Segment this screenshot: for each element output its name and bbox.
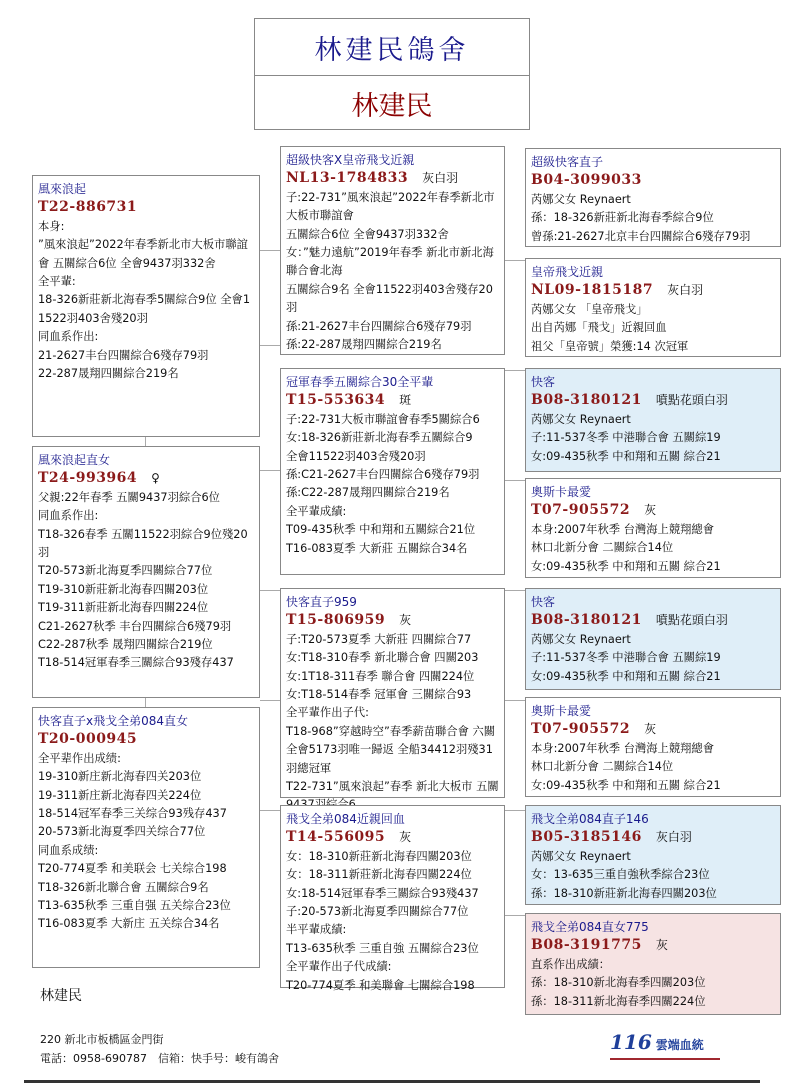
record-line: 22-287晟翔四關綜合219名: [38, 367, 179, 381]
record-line: 女:09-435秋季 中和翔和五關 綜合21: [531, 449, 721, 463]
record-line: 林口北新分會 二關綜合14位: [531, 541, 674, 555]
ring-number: B08-3180121: [531, 392, 642, 409]
pigeon-name: 超級快客X皇帝飛戈近親: [286, 153, 415, 167]
ring-number: T20-000945: [38, 731, 138, 748]
pedigree-card-right-6: [525, 697, 781, 797]
record-line: 女:09-435秋季 中和翔和五關 綜合21: [531, 559, 721, 573]
connector-line: [505, 810, 525, 811]
footer-address-block: [40, 1030, 279, 1068]
record-line: 孫:C21-2627丰台四關綜合6殘存79羽: [286, 468, 480, 482]
record-line: 孫:22-287晟翔四關綜合219名: [286, 338, 442, 352]
pigeon-name: 風來浪起直女: [38, 453, 111, 467]
record-line: 子:11-537冬季 中港聯合會 五關綜19: [531, 651, 721, 665]
record-line: 全平輩作出子代:: [286, 706, 369, 720]
pigeon-name: 飛戈全弟084近親回血: [286, 812, 405, 826]
record-line: 全平辈作出成绩:: [38, 751, 121, 765]
pedigree-card-middle-1: [280, 146, 505, 355]
record-line: T13-635秋季 三重自强 五关综合23位: [38, 899, 231, 913]
record-line: T18-968”穿越時空”春季薪苗聯合會 六關全會5173羽唯一歸返 全船34412羽殘31羽總冠軍: [286, 724, 496, 775]
ring-number: T15-806959: [286, 612, 386, 629]
record-line: 子:20-573新北海夏季四關綜合77位: [286, 905, 469, 919]
record-line: 孫：18-311新北海春季四關224位: [531, 994, 706, 1008]
connector-line: [260, 810, 280, 811]
record-line: 女：18-310新莊新北海春四關203位: [286, 849, 472, 863]
ring-number: B04-3099033: [531, 172, 642, 189]
connector-line: [505, 700, 525, 701]
pedigree-card-right-2: [525, 258, 781, 357]
ring-number: NL13-1784833: [286, 170, 409, 187]
ring-number: T15-553634: [286, 392, 386, 409]
record-line: 女：18-311新莊新北海春四關224位: [286, 868, 472, 882]
record-line: T16-083夏季 大新庄 五关综合34名: [38, 917, 220, 931]
connector-line: [260, 590, 280, 591]
record-line: 21-2627丰台四關綜合6殘存79羽: [38, 348, 209, 362]
feather-color: 噴點花頭白羽: [655, 393, 728, 408]
pedigree-card-middle-2: [280, 368, 505, 575]
feather-color: 灰白羽: [667, 283, 704, 298]
record-line: 出自芮娜「飛戈」近親回血: [531, 321, 667, 335]
footer-owner: 林建民: [40, 988, 82, 1004]
ring-number: NL09-1815187: [531, 282, 654, 299]
connector-line: [505, 480, 525, 481]
pedigree-card-right-7: [525, 805, 781, 905]
record-line: 女:09-435秋季 中和翔和五關 綜合21: [531, 669, 721, 683]
record-line: 孫:C22-287晟翔四關綜合219名: [286, 486, 450, 500]
connector-line: [505, 370, 525, 371]
record-line: 半平輩成績:: [286, 923, 347, 937]
footer-address: 220 新北市板橋區金門街: [40, 1033, 164, 1046]
record-line: T09-435秋季 中和翔和五關綜合21位: [286, 523, 476, 537]
brand-logo: [610, 1030, 720, 1060]
connector-line: [260, 345, 280, 346]
record-line: 全平輩成績:: [286, 504, 347, 518]
ring-number: B08-3180121: [531, 612, 642, 629]
record-line: 女:18-514冠軍春季三關綜合93殘437: [286, 886, 479, 900]
record-line: 全平輩作出子代成績:: [286, 960, 392, 974]
record-line: 同血系成绩:: [38, 843, 99, 857]
bottom-divider: [24, 1080, 760, 1083]
record-line: C22-287秋季 晟翔四關綜合219位: [38, 638, 213, 652]
pedigree-card-right-3: [525, 368, 781, 472]
record-line: 女：13-635三重自強秋季綜合23位: [531, 868, 710, 882]
pedigree-card-right-8: [525, 913, 781, 1015]
logo-text: 雲端血統: [655, 1038, 704, 1052]
record-line: 曾孫:21-2627北京丰台四關綜合6殘存79羽: [531, 229, 751, 243]
record-line: T13-635秋季 三重自強 五關綜合23位: [286, 941, 479, 955]
record-line: 孫:21-2627丰台四關綜合6殘存79羽: [286, 319, 472, 333]
record-line: 祖父「皇帝號」榮獲:14 次冠軍: [531, 339, 689, 353]
record-line: 18-514冠军春季三关综合93残存437: [38, 807, 227, 821]
record-line: 孫：18-310新莊新北海春四關203位: [531, 886, 717, 900]
record-line: ”風來浪起”2022年春季新北市大板市聯誼會 五關綜合6位 全會9437羽332舍: [38, 238, 248, 270]
record-line: 芮娜父女 Reynaert: [531, 849, 631, 863]
record-line: 孫：18-310新北海春季四關203位: [531, 976, 706, 990]
pigeon-name: 飛戈全弟084直子146: [531, 812, 649, 826]
loft-name: 林建民鴿舍: [255, 19, 529, 76]
record-line: 全平輩:: [38, 275, 76, 289]
record-line: 同血系作出:: [38, 330, 99, 344]
record-line: 女：”魅力遠航”2019年春季 新北市新北海聯合會北海: [286, 246, 494, 278]
pigeon-name: 風來浪起: [38, 182, 87, 196]
record-line: 女:1T18-311春季 聯合會 四關224位: [286, 669, 475, 683]
record-line: 本身:: [38, 219, 65, 233]
pigeon-name: 奧斯卡最愛: [531, 704, 592, 718]
record-line: 子:11-537冬季 中港聯合會 五關綜19: [531, 431, 721, 445]
record-line: 全會11522羽403舍殘20羽: [286, 449, 426, 463]
record-line: 芮娜父女 Reynaert: [531, 412, 631, 426]
pigeon-name: 冠軍春季五關綜合30全平輩: [286, 375, 434, 389]
pedigree-card-left-3: [32, 707, 260, 968]
connector-line: [260, 700, 280, 701]
feather-color: 灰: [644, 722, 657, 737]
connector-line: [145, 437, 146, 446]
ring-number: B08-3191775: [531, 937, 642, 954]
record-line: T20-774夏季 和美联会 七关综合198: [38, 862, 227, 876]
feather-color: 灰: [399, 830, 412, 845]
pedigree-card-middle-4: [280, 805, 505, 992]
record-line: T18-326春季 五關11522羽綜合9位殘20羽: [38, 527, 248, 560]
record-line: 19-311新庄新北海春四关224位: [38, 788, 202, 802]
ring-number: T22-886731: [38, 199, 138, 216]
record-line: T20-774夏季 和美聯會 七關綜合198: [286, 978, 475, 992]
record-line: T16-083夏季 大新莊 五關綜合34名: [286, 541, 468, 555]
record-line: 孫：18-326新莊新北海春季綜合9位: [531, 211, 714, 225]
record-line: 芮娜父女 「皇帝飛戈」: [531, 302, 648, 316]
feather-color: 灰白羽: [655, 830, 692, 845]
record-line: 父親:22年春季 五關9437羽綜合6位: [38, 490, 220, 504]
pigeon-name: 快客: [531, 595, 556, 609]
title-box: [254, 18, 530, 130]
pigeon-name: 快客: [531, 375, 556, 389]
record-line: T19-310新莊新北海春四關203位: [38, 582, 209, 596]
feather-color: ♀: [151, 471, 160, 486]
record-line: 同血系作出:: [38, 509, 99, 523]
owner-name: 林建民: [351, 91, 433, 122]
pedigree-card-right-1: [525, 148, 781, 247]
record-line: 本身:2007年秋季 台灣海上競翔總會: [531, 741, 715, 755]
record-line: 18-326新莊新北海春季5關綜合9位 全會11522羽403舍殘20羽: [38, 293, 251, 325]
record-line: 本身:2007年秋季 台灣海上競翔總會: [531, 522, 715, 536]
connector-line: [505, 590, 525, 591]
record-line: 子:22-731”風來浪起”2022年春季新北市大板市聯誼會: [286, 190, 495, 223]
feather-color: 灰白羽: [422, 171, 459, 186]
footer-contact: 電話：0958-690787 信箱：快手号：峻有鴿舍: [40, 1052, 279, 1065]
record-line: 子:22-731大板市聯誼會春季5關綜合6: [286, 412, 480, 426]
pedigree-card-right-5: [525, 588, 781, 690]
logo-number: 116: [610, 1030, 652, 1054]
pedigree-card-left-1: [32, 175, 260, 437]
connector-line: [260, 250, 280, 251]
connector-line: [260, 470, 280, 471]
connector-line: [505, 915, 525, 916]
pigeon-name: 快客直子x飛戈全弟084直女: [38, 714, 189, 728]
record-line: 直系作出成績：: [531, 957, 611, 971]
pigeon-name: 超級快客直子: [531, 155, 604, 169]
record-line: 女:09-435秋季 中和翔和五關 綜合21: [531, 778, 721, 792]
record-line: T19-311新莊新北海春四關224位: [38, 601, 209, 615]
ring-number: T14-556095: [286, 829, 386, 846]
feather-color: 灰: [644, 503, 657, 518]
record-line: 五關綜合9名 全會11522羽403舍殘存20羽: [286, 282, 493, 315]
ring-number: T07-905572: [531, 721, 631, 738]
record-line: 女:18-326新莊新北海春季五關綜合9: [286, 431, 473, 445]
record-line: 19-310新庄新北海春四关203位: [38, 770, 202, 784]
pedigree-card-left-2: [32, 446, 260, 698]
feather-color: 噴點花頭白羽: [655, 613, 728, 628]
pigeon-name: 飛戈全弟084直女775: [531, 920, 649, 934]
record-line: 女:T18-514春季 冠軍會 三關綜合93: [286, 688, 472, 702]
record-line: T18-326新北聯合會 五關綜合9名: [38, 880, 209, 894]
record-line: 女:T18-310春季 新北聯合會 四關203: [286, 651, 479, 665]
record-line: T18-514冠軍春季三關綜合93殘存437: [38, 656, 234, 670]
ring-number: T07-905572: [531, 502, 631, 519]
record-line: T20-573新北海夏季四關綜合77位: [38, 564, 213, 578]
pedigree-card-middle-3: [280, 588, 505, 798]
connector-line: [505, 260, 525, 261]
connector-line: [145, 698, 146, 707]
record-line: 子:T20-573夏季 大新莊 四關綜合77: [286, 632, 472, 646]
record-line: 20-573新北海夏季四关综合77位: [38, 825, 206, 839]
pigeon-name: 皇帝飛戈近親: [531, 265, 604, 279]
pigeon-name: 奧斯卡最愛: [531, 485, 592, 499]
feather-color: 斑: [399, 393, 412, 408]
record-line: 五關綜合6位 全會9437羽332舍: [286, 227, 449, 241]
pedigree-card-right-4: [525, 478, 781, 578]
record-line: T22-731”風來浪起”春季 新北大板市 五關: [286, 780, 499, 794]
record-line: 芮娜父女 Reynaert: [531, 192, 631, 206]
pigeon-name: 快客直子959: [286, 595, 357, 609]
feather-color: 灰: [655, 938, 668, 953]
ring-number: B05-3185146: [531, 829, 642, 846]
ring-number: T24-993964: [38, 470, 138, 487]
record-line: 林口北新分會 二關綜合14位: [531, 760, 674, 774]
feather-color: 灰: [399, 613, 412, 628]
record-line: 芮娜父女 Reynaert: [531, 632, 631, 646]
record-line: C21-2627秋季 丰台四關綜合6殘79羽: [38, 619, 232, 633]
